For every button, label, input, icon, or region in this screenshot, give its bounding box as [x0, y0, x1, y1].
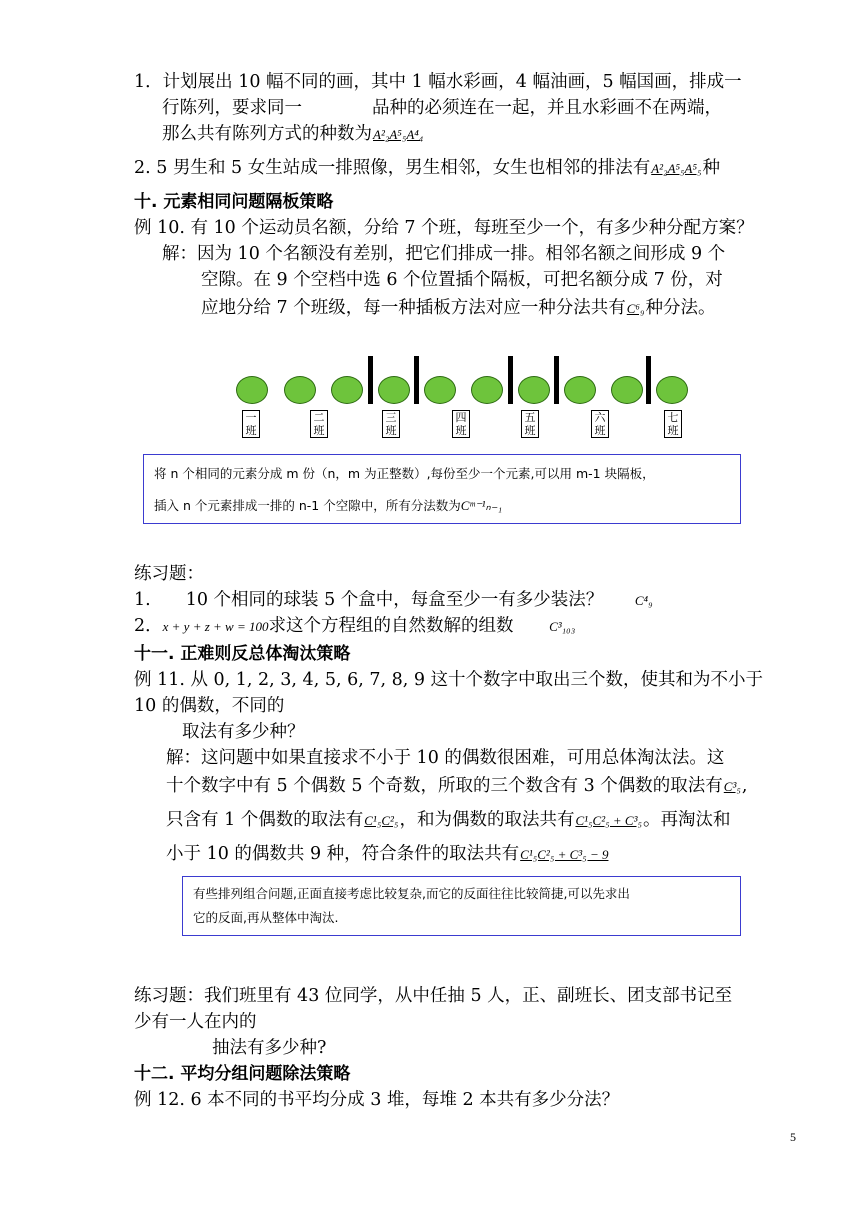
class-label: 三班 — [382, 410, 400, 438]
e11-a3-text1: 只含有 1 个偶数的取法有 — [166, 810, 364, 830]
section-10-title: 十. 元素相同问题隔板策略 — [134, 192, 334, 212]
ball — [611, 376, 643, 404]
e11-a4-text: 小于 10 的偶数共 9 种，符合条件的取法共有 — [166, 844, 520, 864]
p2-formula: A²₂A⁵₅A⁵₅ — [651, 161, 702, 176]
p1-text: 那么共有陈列方式的种数为 — [162, 124, 372, 144]
tip-line2 — [154, 497, 502, 515]
e11-a2-text: 十个数字中有 5 个偶数 5 个奇数，所取的三个数含有 3 个偶数的取法有 — [166, 776, 723, 796]
tip-text: 插入 n 个元素排成一排的 n-1 个空隙中，所有分法数为 — [154, 498, 461, 513]
e11-formula3: C¹₅C²₅ + C³₅ — [575, 813, 642, 828]
example-10-answer1: 解：因为 10 个名额没有差别，把它们排成一排。相邻名额之间形成 9 个 — [162, 244, 726, 264]
practice-title-10: 练习题： — [134, 564, 204, 584]
example-10-answer2: 空隙。在 9 个空档中选 6 个位置插个隔板，可把名额分成 7 份，对 — [201, 270, 723, 290]
practice-q2-equation: x + y + z + w = 100 — [162, 619, 269, 634]
example-12-question: 例 12. 6 本不同的书平均分成 3 堆，每堆 2 本共有多少分法？ — [134, 1090, 620, 1110]
e11-a3-text3: 。再淘汰和 — [643, 810, 731, 830]
practice-11-line1: 练习题：我们班里有 43 位同学，从中任抽 5 人，正、副班长、团支部书记至 — [134, 986, 733, 1006]
ball — [284, 376, 316, 404]
section-12-title: 十二. 平均分组问题除法策略 — [134, 1064, 351, 1084]
divider-bar — [554, 356, 559, 404]
e11-formula2: C¹₅C²₅ — [364, 813, 399, 828]
ball — [471, 376, 503, 404]
divider-bar — [368, 356, 373, 404]
example-11-a1: 解：这问题中如果直接求不小于 10 的偶数很困难，可用总体淘汰法。这 — [166, 748, 725, 768]
divider-bar — [414, 356, 419, 404]
class-label: 七班 — [664, 410, 682, 438]
tip2-line1: 有些排列组合问题,正面直接考虑比较复杂,而它的反面往往比较简捷,可以先求出 — [193, 886, 630, 901]
tip-box-partition — [143, 454, 741, 524]
ball — [378, 376, 410, 404]
tip2-line2: 它的反面,再从整体中淘汰. — [193, 910, 339, 925]
ball — [236, 376, 268, 404]
class-label: 五班 — [521, 410, 539, 438]
practice-11-line3: 抽法有多少种? — [212, 1038, 327, 1058]
ball — [656, 376, 688, 404]
class-label: 一班 — [242, 410, 260, 438]
tip-formula: Cᵐ⁻¹ₙ₋₁ — [460, 498, 503, 513]
e11-formula4: C¹₅C²₅ + C³₅ − 9 — [520, 847, 609, 862]
class-label: 二班 — [310, 410, 328, 438]
practice-q2-num: 2． — [134, 616, 163, 636]
tip-line1: 将 n 个相同的元素分成 m 份（n，m 为正整数）,每份至少一个元素,可以用 m-1 块隔板， — [154, 466, 655, 481]
example-10-question: 例 10. 有 10 个运动员名额，分给 7 个班，每班至少一个，有多少种分配方案？ — [134, 218, 754, 238]
p1-line2: 行陈列，要求同一 品种的必须连在一起，并且水彩画不在两端， — [162, 98, 722, 118]
example-11-q3: 取法有多少种？ — [182, 722, 305, 742]
p1-line3 — [162, 122, 424, 147]
p2-text: 2. 5 男生和 5 女生站成一排照像，男生相邻，女生也相邻的排法有 — [134, 158, 651, 178]
tip-box-complement — [182, 876, 741, 936]
divider-bar — [646, 356, 651, 404]
class-label: 四班 — [452, 410, 470, 438]
e10-tail: 种分法。 — [645, 298, 716, 318]
example-11-q2: 10 的偶数，不同的 — [134, 696, 285, 716]
class-label: 六班 — [591, 410, 609, 438]
example-10-answer3 — [201, 296, 715, 321]
example-11-a2: 十个数字中有 5 个偶数 5 个奇数，所取的三个数含有 3 个偶数的取法有C³₅, — [166, 776, 748, 796]
e10-text: 应地分给 7 个班级，每一种插板方法对应一种分法共有 — [201, 298, 626, 318]
example-11-q1: 例 11. 从 0, 1, 2, 3, 4, 5, 6, 7, 8, 9 这十个数字中取出三个数，使其和为不小于 — [134, 670, 764, 690]
section-11-title: 十一. 正难则反总体淘汰策略 — [134, 644, 351, 664]
p2-tail: 种 — [702, 158, 721, 178]
p2-line — [134, 156, 720, 181]
ball — [424, 376, 456, 404]
ball — [518, 376, 550, 404]
ball — [331, 376, 363, 404]
e10-formula: C⁶₉ — [626, 301, 645, 316]
page-number: 5 — [790, 1130, 796, 1144]
practice-a1: C⁴₉ — [634, 593, 653, 608]
p1-line1: 1．计划展出 10 幅不同的画，其中 1 幅水彩画，4 幅油画，5 幅国画，排成一 — [134, 72, 742, 92]
example-11-a4 — [166, 842, 609, 867]
practice-a2: C³₁₀₃ — [549, 619, 576, 634]
ball — [564, 376, 596, 404]
practice-q1 — [134, 588, 653, 613]
practice-q1-text: 1. 10 个相同的球装 5 个盒中，每盒至少一有多少装法？ — [134, 590, 604, 610]
p1-formula: A²₂A⁵₅A⁴₄ — [373, 127, 424, 142]
practice-11-line2: 少有一人在内的 — [134, 1012, 257, 1032]
divider-bar — [508, 356, 513, 404]
e11-formula1: C³₅ — [723, 779, 741, 794]
example-11-a3 — [166, 808, 731, 833]
practice-q2 — [134, 614, 575, 639]
practice-q2-text: 求这个方程组的自然数解的组数 — [268, 616, 514, 636]
e11-a3-text2: ，和为偶数的取法共有 — [399, 810, 575, 830]
